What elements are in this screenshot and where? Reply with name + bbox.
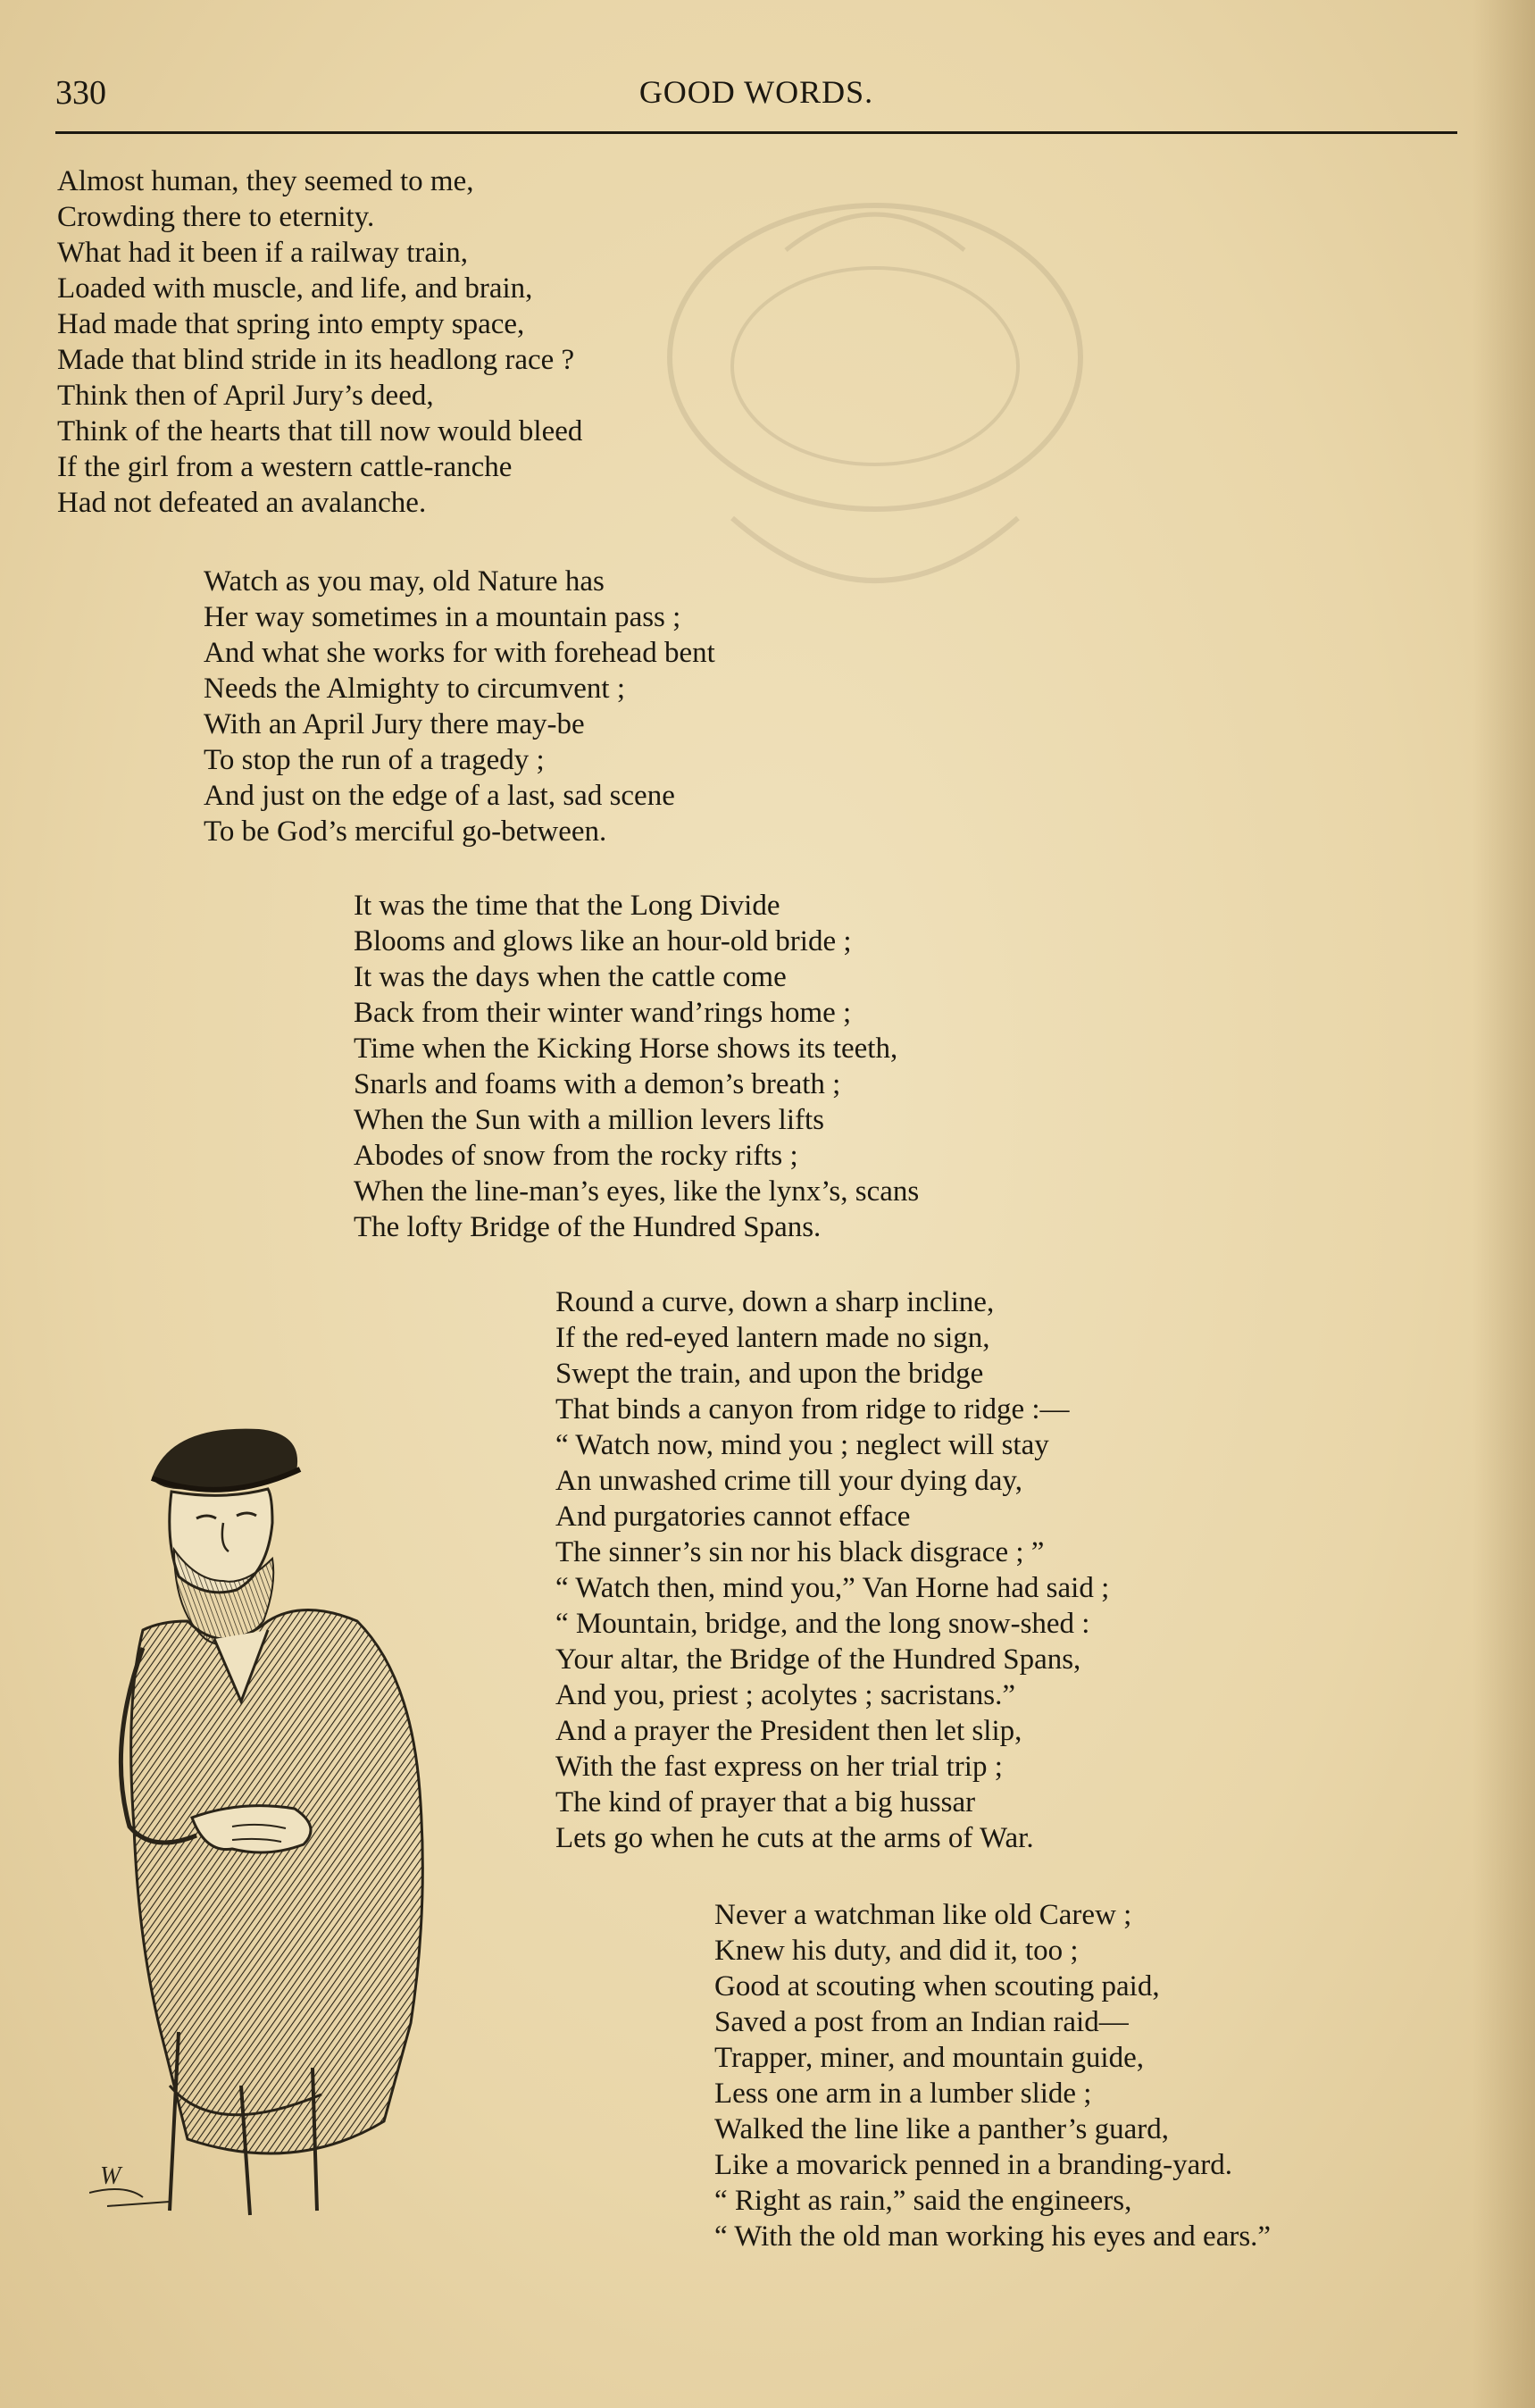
poem-line: “ Watch now, mind you ; neglect will stay [555, 1429, 1049, 1461]
poem-line: “ Mountain, bridge, and the long snow-shed : [555, 1608, 1090, 1640]
poem-line: And purgatories cannot efface [555, 1501, 911, 1533]
poem-line: With an April Jury there may-be [204, 708, 585, 740]
poem-line: Think then of April Jury’s deed, [57, 380, 434, 412]
poem-line: Less one arm in a lumber slide ; [714, 2078, 1092, 2110]
stanza-3 [354, 888, 919, 1245]
page-edge-shadow [1472, 0, 1535, 2408]
poem-line: Her way sometimes in a mountain pass ; [204, 601, 681, 633]
stanza-4 [555, 1284, 1109, 1856]
poem-line: Almost human, they seemed to me, [57, 165, 474, 197]
poem-line: Abodes of snow from the rocky rifts ; [354, 1140, 798, 1172]
poem-line: Round a curve, down a sharp incline, [555, 1286, 995, 1318]
stanza-1 [57, 163, 582, 521]
poem-line: When the line-man’s eyes, like the lynx’s, scans [354, 1175, 920, 1208]
page-number: 330 [55, 74, 106, 112]
watchman-illustration [89, 1407, 500, 2228]
poem-line: Never a watchman like old Carew ; [714, 1899, 1132, 1931]
poem-line: Made that blind stride in its headlong race ? [57, 344, 575, 376]
poem-line: It was the time that the Long Divide [354, 890, 780, 922]
poem-line: Back from their winter wand’rings home ; [354, 997, 852, 1029]
poem-line: To be God’s merciful go-between. [204, 815, 607, 848]
poem-line: Crowding there to eternity. [57, 201, 375, 233]
poem-line: Your altar, the Bridge of the Hundred Spans, [555, 1643, 1081, 1676]
poem-line: The lofty Bridge of the Hundred Spans. [354, 1211, 822, 1243]
coat [131, 1610, 423, 2154]
poem-line: Snarls and foams with a demon’s breath ; [354, 1068, 841, 1100]
stanza-5 [714, 1897, 1271, 2254]
poem-line: To stop the run of a tragedy ; [204, 744, 545, 776]
poem-line: That binds a canyon from ridge to ridge :— [555, 1393, 1070, 1426]
poem-line: If the red-eyed lantern made no sign, [555, 1322, 990, 1354]
poem-line: It was the days when the cattle come [354, 961, 787, 993]
poem-line: “ With the old man working his eyes and ears.” [714, 2220, 1272, 2253]
poem-line: Swept the train, and upon the bridge [555, 1358, 984, 1390]
poem-line: Loaded with muscle, and life, and brain, [57, 272, 533, 305]
poem-line: Time when the Kicking Horse shows its teeth, [354, 1033, 898, 1065]
page-header [55, 73, 1457, 118]
poem-line: And what she works for with forehead bent [204, 637, 715, 669]
poem-line: With the fast express on her trial trip ; [555, 1751, 1003, 1783]
poem-line: Think of the hearts that till now would bleed [57, 415, 583, 447]
poem-line: Like a movarick penned in a branding-yard. [714, 2149, 1233, 2181]
poem-line: Needs the Almighty to circumvent ; [204, 673, 625, 705]
poem-line: Had not defeated an avalanche. [57, 487, 427, 519]
poem-line: Had made that spring into empty space, [57, 308, 525, 340]
poem-line: When the Sun with a million levers lifts [354, 1104, 825, 1136]
poem-line: Lets go when he cuts at the arms of War. [555, 1822, 1034, 1854]
stanza-2 [204, 564, 715, 849]
poem-line: “ Watch then, mind you,” Van Horne had said ; [555, 1572, 1110, 1604]
poem-line: What had it been if a railway train, [57, 237, 468, 269]
running-title: GOOD WORDS. [638, 74, 874, 110]
poem-line: The sinner’s sin nor his black disgrace ; ” [555, 1536, 1045, 1568]
poem-line: And just on the edge of a last, sad scene [204, 780, 675, 812]
poem-line: Walked the line like a panther’s guard, [714, 2113, 1169, 2145]
poem-line: Knew his duty, and did it, too ; [714, 1935, 1079, 1967]
hands [192, 1806, 311, 1852]
poem-line: Good at scouting when scouting paid, [714, 1970, 1160, 2002]
poem-line: Watch as you may, old Nature has [204, 565, 605, 598]
poem-line: If the girl from a western cattle-ranche [57, 451, 513, 483]
poem-line: And a prayer the President then let slip, [555, 1715, 1022, 1747]
poem-line: Blooms and glows like an hour-old bride ; [354, 925, 852, 957]
poem-line: Trapper, miner, and mountain guide, [714, 2042, 1144, 2074]
poem-line: And you, priest ; acolytes ; sacristans.” [555, 1679, 1016, 1711]
poem-line: An unwashed crime till your dying day, [555, 1465, 1023, 1497]
poem-line: Saved a post from an Indian raid— [714, 2006, 1129, 2038]
artist-signature: W [100, 2162, 121, 2190]
poem-line: “ Right as rain,” said the engineers, [714, 2185, 1132, 2217]
header-rule [55, 131, 1457, 134]
poem-line: The kind of prayer that a big hussar [555, 1786, 976, 1819]
